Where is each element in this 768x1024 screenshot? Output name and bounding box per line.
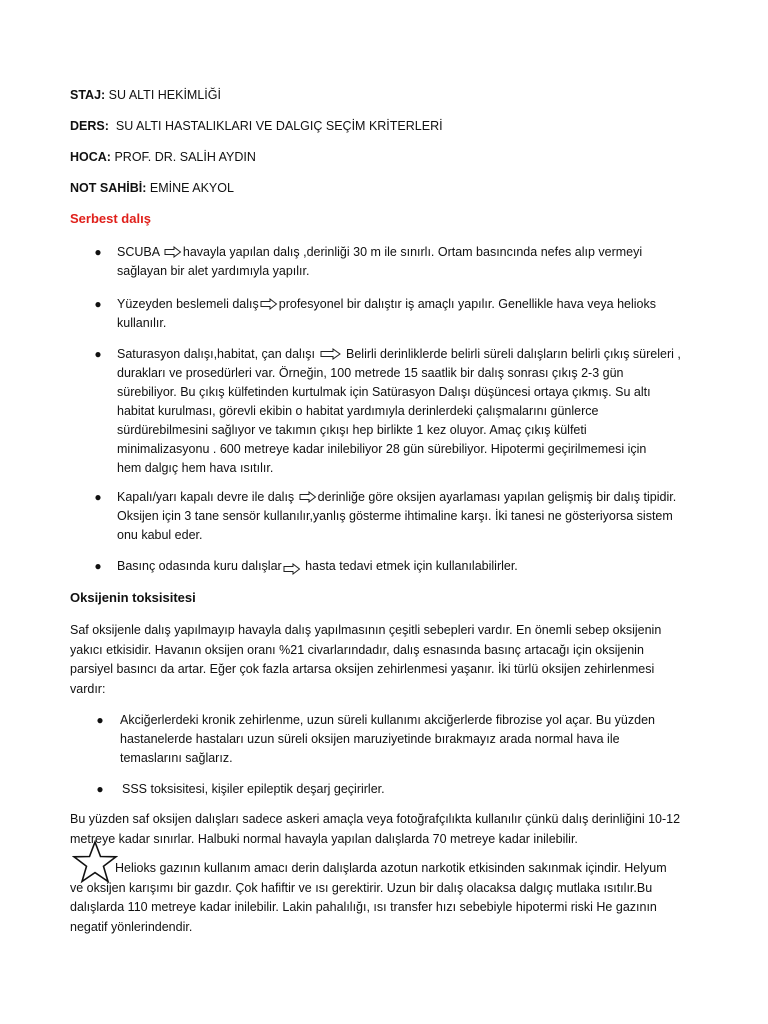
item-text: profesyonel bir dalıştır iş amaçlı yapılır. Genellikle hava veya helioks	[278, 297, 657, 311]
bullet-icon: ●	[94, 245, 102, 259]
paragraph-line: Bu yüzden saf oksijen dalışları sadece askeri amaçla veya fotoğrafçılıkta kullanılır çünkü dalış derinliğini 10-12	[70, 812, 681, 826]
section-title-oksijen-toksisitesi: Oksijenin toksisitesi	[70, 590, 196, 605]
item-text: derinliğe göre oksijen ayarlaması yapılan gelişmiş bir dalış tipidir.	[317, 490, 677, 504]
list-item-yuzeyden-beslemeli	[117, 295, 717, 333]
hoca-line	[70, 150, 256, 164]
paragraph-line: ve oksijen karışımı bir gazdır. Çok hafiftir ve ısı gerektirir. Uzun bir dalış olacaksa dalgıç mutlaka ısıtılır.Bu	[70, 880, 653, 895]
item-text: Oksijen için 3 tane sensör kullanılır,yanlış gösterme ihtimaline karşı. İki tanesi ne gösteriyorsa sistem	[117, 509, 673, 523]
paragraph-outro	[70, 810, 710, 849]
arrow-right-icon	[260, 298, 278, 310]
item-text: sürebiliyor. Bu çıkış külfetinden kurtulmak için Satürasyon Dalışı düşüncesi ortaya çıkmış. Su altı	[117, 385, 651, 399]
list-item-basinc-odasi	[117, 557, 717, 576]
paragraph-line: parsiyel basıncı da artar. Eğer çok fazla artarsa oksijen zehirlenmesi yaşanır. İki türlü oksijen zehirlenmesi	[70, 662, 655, 676]
arrow-right-icon	[164, 246, 182, 258]
not-sahibi-line	[70, 181, 234, 195]
item-lead: SCUBA	[117, 245, 160, 259]
hoca-label: HOCA:	[70, 150, 111, 164]
bullet-icon: ●	[94, 559, 102, 573]
item-lead: Yüzeyden beslemeli dalış	[117, 297, 259, 311]
paragraph-helioks	[70, 859, 710, 937]
item-text: onu kabul eder.	[117, 528, 203, 542]
paragraph-intro	[70, 621, 710, 699]
not-sahibi-label: NOT SAHİBİ:	[70, 181, 147, 195]
ders-value: SU ALTI HASTALIKLARI VE DALGIÇ SEÇİM KRİTERLERİ	[115, 119, 443, 133]
list-item-sss	[122, 780, 722, 799]
item-lead: Basınç odasında kuru dalışlar	[117, 559, 282, 573]
paragraph-line: negatif yönlerindendir.	[70, 919, 193, 934]
ders-line	[70, 119, 443, 133]
staj-line	[70, 88, 221, 102]
paragraph-line: vardır:	[70, 681, 106, 696]
item-text: hem dalgıç hem hava ısıtılır.	[117, 461, 274, 475]
staj-value: SU ALTI HEKİMLİĞİ	[108, 88, 221, 102]
item-text: SSS toksisitesi, kişiler epileptik deşarj geçirirler.	[122, 782, 385, 796]
item-text: durakları ve prosedürleri var. Örneğin, 100 metrede 15 saatlik bir dalış sonrası çıkış 2-3 gün	[117, 366, 624, 380]
item-text: minimalizasyonu . 600 metreye kadar inilebiliyor 28 gün sürebiliyor. Hipotermi geçirilmemesi için	[117, 442, 647, 456]
item-text: sürdürebilmesini sağlıyor ve takımın çıkışı hep birlikte 1 kez oluyor. Amaç çıkış külfeti	[117, 423, 587, 437]
ders-label: DERS:	[70, 119, 109, 133]
list-item-kapali-devre	[117, 488, 717, 545]
item-text: kullanılır.	[117, 316, 167, 330]
item-text: temaslarını sağlarız.	[120, 751, 233, 765]
not-sahibi-value: EMİNE AKYOL	[149, 181, 234, 195]
item-lead: Kapalı/yarı kapalı devre ile dalış	[117, 490, 295, 504]
bullet-icon: ●	[94, 347, 102, 361]
list-item-saturasyon	[117, 345, 717, 478]
item-text: Belirli derinliklerde belirli süreli dalışların belirli çıkış süreleri ,	[346, 347, 681, 361]
bullet-icon: ●	[96, 782, 104, 796]
list-item-akciger	[120, 711, 720, 768]
bullet-icon: ●	[94, 490, 102, 504]
arrow-right-icon	[283, 563, 301, 575]
staj-label: STAJ:	[70, 88, 106, 102]
item-lead: Saturasyon dalışı,habitat, çan dalışı	[117, 347, 316, 361]
arrow-right-icon	[299, 491, 317, 503]
item-text: habitat kurulması, görevli ekibin o habitat yardımıyla derinlerdeki çalışmalarını günlerce	[117, 404, 599, 418]
list-item-scuba	[117, 243, 717, 281]
paragraph-line: metreye kadar sınırlar. Halbuki normal havayla yapılan dalışlarda 70 metreye kadar inilebilir.	[70, 831, 578, 846]
paragraph-line: yakıcı etkisidir. Havanın oksijen oranı %21 civarlarındadır, dalış esnasında basınç artacağı için oksijenin	[70, 642, 644, 657]
hoca-value: PROF. DR. SALİH AYDIN	[114, 150, 256, 164]
item-text: havayla yapılan dalış ,derinliği 30 m ile sınırlı. Ortam basıncında nefes alıp vermeyi	[182, 245, 643, 259]
item-text: hasta tedavi etmek için kullanılabilirler.	[305, 559, 518, 573]
paragraph-line: Saf oksijenle dalış yapılmayıp havayla dalış yapılmasının çeşitli sebepleri vardır. En önemli sebep oksijenin	[70, 623, 662, 637]
paragraph-line: dalışlarda 110 metreye kadar inilebilir. Lakin pahalılığı, ısı transfer hızı sebebiyle hipotermi riski He gazının	[70, 900, 657, 914]
item-text: Akciğerlerdeki kronik zehirlenme, uzun süreli kullanımı akciğerlerde fibrozise yol açar. Bu yüzden	[120, 713, 655, 727]
paragraph-line: Helioks gazının kullanım amacı derin dalışlarda azotun narkotik etkisinden sakınmak içindir. Helyum	[115, 861, 667, 875]
bullet-icon: ●	[96, 713, 104, 727]
bullet-icon: ●	[94, 297, 102, 311]
item-text: sağlayan bir alet yardımıyla yapılır.	[117, 264, 310, 278]
section-title-serbest-dalis: Serbest dalış	[70, 211, 151, 226]
arrow-right-icon	[320, 348, 342, 360]
item-text: hastanelerde hastaları uzun süreli oksijen maruziyetinde bırakmayız arada normal hava ile	[120, 732, 620, 746]
